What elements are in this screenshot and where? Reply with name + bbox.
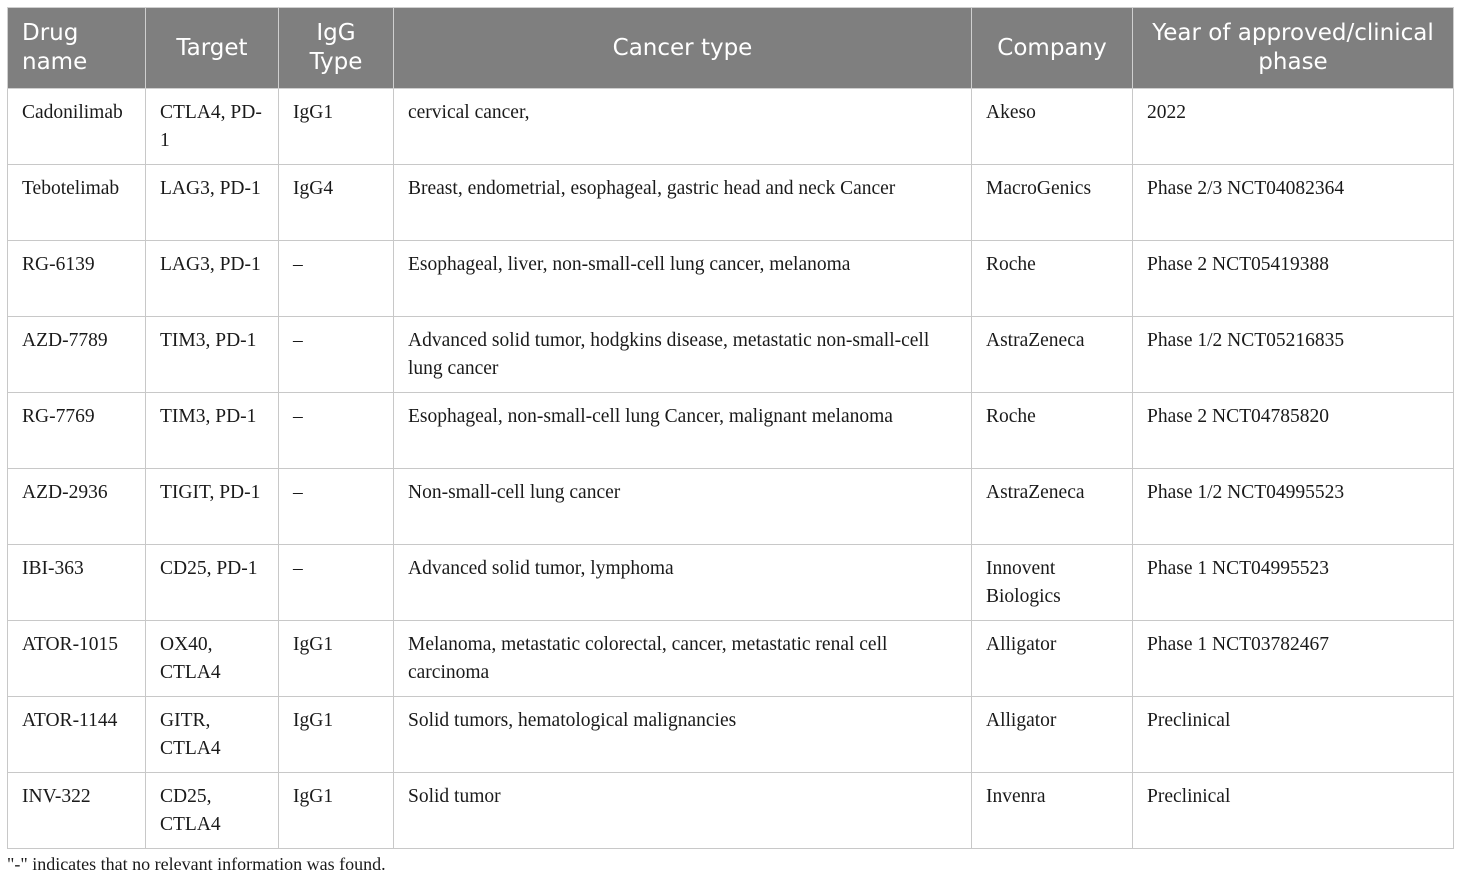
year-phase-cell: Phase 2 NCT05419388 <box>1133 241 1454 317</box>
cancer-type-cell: Non-small-cell lung cancer <box>394 469 972 545</box>
cancer-type-cell: Esophageal, non-small-cell lung Cancer, malignant melanoma <box>394 393 972 469</box>
table-row <box>8 89 1454 165</box>
igg-type-cell: IgG4 <box>279 165 394 241</box>
drug-name-cell: ATOR-1144 <box>8 697 146 773</box>
igg-type-cell: IgG1 <box>279 89 394 165</box>
igg-type-cell: – <box>279 393 394 469</box>
table-row <box>8 393 1454 469</box>
company-cell: Roche <box>972 241 1133 317</box>
cancer-type-cell: Advanced solid tumor, hodgkins disease, metastatic non-small-cell lung cancer <box>394 317 972 393</box>
drug-name-cell: RG-6139 <box>8 241 146 317</box>
table-header-row <box>8 8 1454 89</box>
drug-name-cell: AZD-2936 <box>8 469 146 545</box>
year-phase-cell: Preclinical <box>1133 773 1454 849</box>
drug-name-cell: Cadonilimab <box>8 89 146 165</box>
company-cell: Innovent Biologics <box>972 545 1133 621</box>
target-cell: CD25, PD-1 <box>146 545 279 621</box>
year-phase-cell: Preclinical <box>1133 697 1454 773</box>
company-cell: AstraZeneca <box>972 317 1133 393</box>
igg-type-cell: IgG1 <box>279 773 394 849</box>
table-body <box>8 89 1454 849</box>
drug-name-cell: INV-322 <box>8 773 146 849</box>
table-row <box>8 773 1454 849</box>
drug-name-cell: RG-7769 <box>8 393 146 469</box>
company-cell: AstraZeneca <box>972 469 1133 545</box>
table-footnote: "-" indicates that no relevant information was found. <box>7 854 386 874</box>
cancer-type-cell: Breast, endometrial, esophageal, gastric head and neck Cancer <box>394 165 972 241</box>
table-row <box>8 621 1454 697</box>
igg-type-cell: – <box>279 545 394 621</box>
header-company: Company <box>972 8 1133 89</box>
target-cell: OX40, CTLA4 <box>146 621 279 697</box>
company-cell: Alligator <box>972 697 1133 773</box>
target-cell: CTLA4, PD-1 <box>146 89 279 165</box>
igg-type-cell: – <box>279 469 394 545</box>
drug-name-cell: ATOR-1015 <box>8 621 146 697</box>
cancer-type-cell: Melanoma, metastatic colorectal, cancer, metastatic renal cell carcinoma <box>394 621 972 697</box>
header-year-phase: Year of approved/clinical phase <box>1133 8 1454 89</box>
company-cell: MacroGenics <box>972 165 1133 241</box>
target-cell: LAG3, PD-1 <box>146 241 279 317</box>
table-row <box>8 241 1454 317</box>
company-cell: Akeso <box>972 89 1133 165</box>
header-cancer-type: Cancer type <box>394 8 972 89</box>
year-phase-cell: Phase 1/2 NCT04995523 <box>1133 469 1454 545</box>
year-phase-cell: Phase 1 NCT03782467 <box>1133 621 1454 697</box>
target-cell: CD25, CTLA4 <box>146 773 279 849</box>
table-row <box>8 469 1454 545</box>
igg-type-cell: IgG1 <box>279 621 394 697</box>
company-cell: Invenra <box>972 773 1133 849</box>
cancer-type-cell: cervical cancer, <box>394 89 972 165</box>
year-phase-cell: Phase 2/3 NCT04082364 <box>1133 165 1454 241</box>
igg-type-cell: – <box>279 317 394 393</box>
table-row <box>8 545 1454 621</box>
drug-name-cell: AZD-7789 <box>8 317 146 393</box>
header-igg-type: IgG Type <box>279 8 394 89</box>
year-phase-cell: Phase 1/2 NCT05216835 <box>1133 317 1454 393</box>
bispecific-antibody-table <box>7 7 1454 849</box>
drug-name-cell: IBI-363 <box>8 545 146 621</box>
drug-name-cell: Tebotelimab <box>8 165 146 241</box>
target-cell: LAG3, PD-1 <box>146 165 279 241</box>
table-row <box>8 697 1454 773</box>
target-cell: TIM3, PD-1 <box>146 317 279 393</box>
year-phase-cell: 2022 <box>1133 89 1454 165</box>
company-cell: Roche <box>972 393 1133 469</box>
cancer-type-cell: Solid tumor <box>394 773 972 849</box>
table-row <box>8 165 1454 241</box>
igg-type-cell: – <box>279 241 394 317</box>
drug-table-container <box>7 7 1453 849</box>
company-cell: Alligator <box>972 621 1133 697</box>
target-cell: TIGIT, PD-1 <box>146 469 279 545</box>
header-target: Target <box>146 8 279 89</box>
cancer-type-cell: Advanced solid tumor, lymphoma <box>394 545 972 621</box>
year-phase-cell: Phase 2 NCT04785820 <box>1133 393 1454 469</box>
igg-type-cell: IgG1 <box>279 697 394 773</box>
cancer-type-cell: Solid tumors, hematological malignancies <box>394 697 972 773</box>
target-cell: GITR, CTLA4 <box>146 697 279 773</box>
cancer-type-cell: Esophageal, liver, non-small-cell lung cancer, melanoma <box>394 241 972 317</box>
year-phase-cell: Phase 1 NCT04995523 <box>1133 545 1454 621</box>
table-row <box>8 317 1454 393</box>
header-drug-name: Drug name <box>8 8 146 89</box>
target-cell: TIM3, PD-1 <box>146 393 279 469</box>
